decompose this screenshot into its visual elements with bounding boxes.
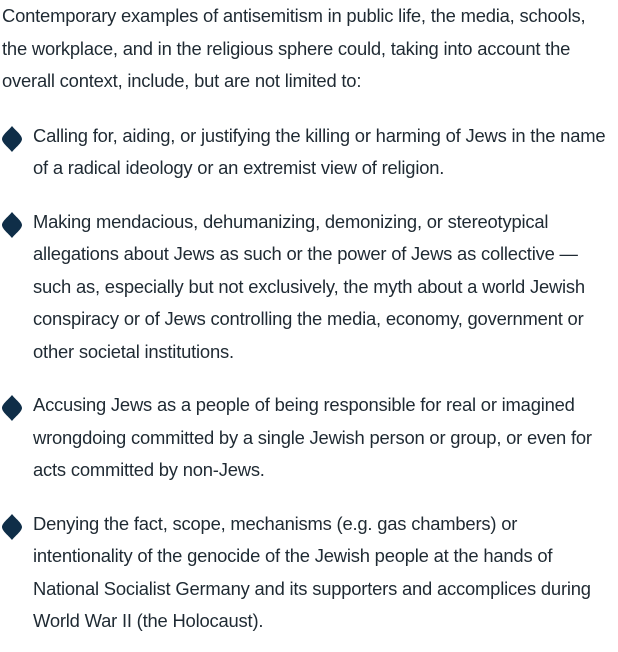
diamond-bullet-icon [2,395,22,421]
list-item-text: Calling for, aiding, or justifying the killing or harming of Jews in the name of a radical ideology or an extremist view of religion. [33,124,606,178]
list-item-text: Making mendacious, dehumanizing, demonizing, or stereotypical allegations about Jews as such or the power of Jews as collective — such as, especially but not exclusively, the myth about a world Jewish conspiracy or of Jews controlling the media, economy, government or other societal institutions. [33,210,585,362]
intro-paragraph: Contemporary examples of antisemitism in public life, the media, schools, the workplace, and in the religious sphere could, taking into account the overall context, include, but are not limited to: [2,5,586,91]
diamond-bullet-icon [2,514,22,540]
list-item-text: Denying the fact, scope, mechanisms (e.g. gas chambers) or intentionality of the genocide of the Jewish people at the hands of National Socialist Germany and its supporters and accomplices during World War II (the Holocaust). [33,512,591,631]
list-item [2,206,612,369]
diamond-bullet-icon [2,212,22,238]
list-item [2,508,612,638]
list-item-text: Accusing Jews as a people of being responsible for real or imagined wrongdoing committed by a single Jewish person or group, or even for acts committed by non-Jews. [33,394,592,480]
list-item [2,389,612,487]
list-item [2,120,612,185]
diamond-bullet-icon [2,126,22,152]
examples-list [2,120,612,638]
